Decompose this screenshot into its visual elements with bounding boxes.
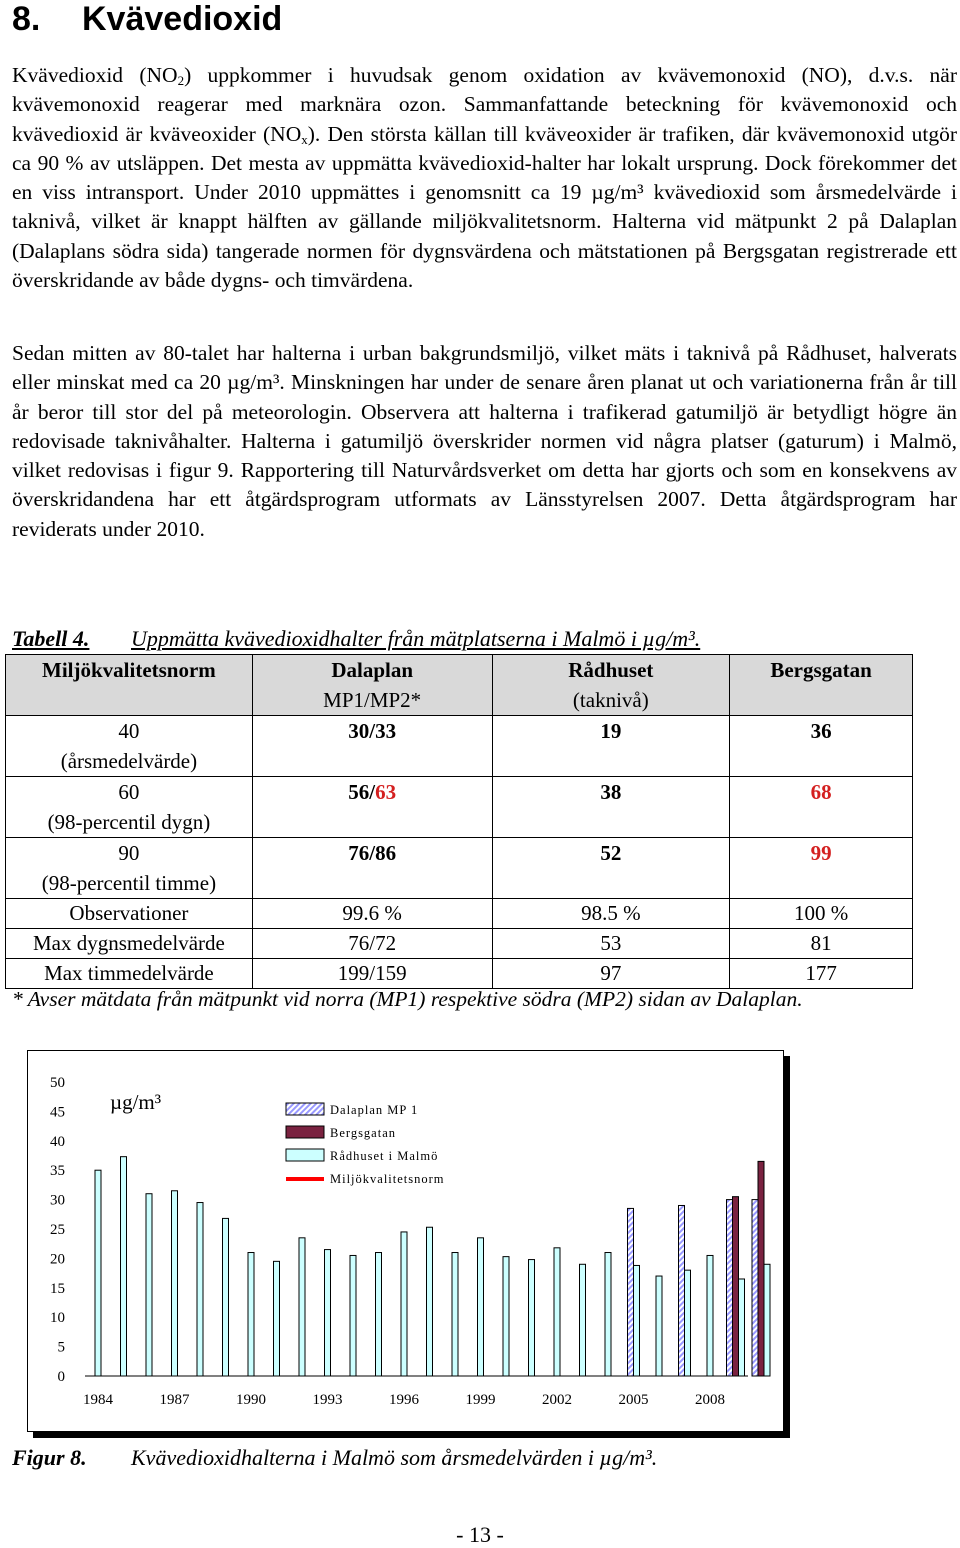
table-footnote: * Avser mätdata från mätpunkt vid norra (MP1) respektive södra (MP2) sidan av Dalaplan.	[12, 987, 803, 1011]
header-radhuset	[492, 655, 730, 716]
bar-r-dhuset-i-malm-	[350, 1255, 356, 1376]
legend-label: Dalaplan MP 1	[330, 1103, 419, 1117]
dalaplan-cell	[252, 777, 492, 838]
norm-cell	[6, 838, 253, 899]
dalaplan-cell: 99.6 %	[252, 899, 492, 929]
bar-r-dhuset-i-malm-	[121, 1157, 127, 1376]
table-header-row	[6, 655, 913, 716]
y-tick-label: 30	[50, 1192, 65, 1209]
norm-value: 60	[118, 780, 140, 804]
chart-frame	[27, 1050, 784, 1432]
bar-r-dhuset-i-malm-	[478, 1238, 484, 1376]
legend-swatch	[286, 1103, 324, 1115]
bar-r-dhuset-i-malm-	[529, 1260, 535, 1376]
x-tick-label: 1999	[465, 1392, 496, 1408]
figure-caption-text: Kvävedioxidhalterna i Malmö som årsmedelvärden i µg/m³.	[131, 1445, 658, 1470]
bar-dalaplan-mp-1	[752, 1200, 758, 1376]
y-tick-label: 15	[50, 1280, 65, 1297]
stat-label: Observationer	[6, 899, 253, 929]
section-title: Kvävedioxid	[82, 0, 283, 38]
y-tick-label: 50	[50, 1075, 65, 1091]
y-tick-label: 25	[50, 1222, 65, 1238]
measurement-table	[5, 654, 913, 989]
bar-r-dhuset-i-malm-	[299, 1238, 305, 1376]
page-number: - 13 -	[456, 1522, 504, 1547]
figure-caption-label: Figur 8.	[12, 1445, 87, 1470]
header-sublabel: MP1/MP2*	[323, 688, 422, 712]
bar-bergsgatan	[758, 1161, 764, 1376]
header-norm	[6, 655, 253, 716]
bar-r-dhuset-i-malm-	[223, 1218, 229, 1376]
header-label: Dalaplan	[331, 658, 414, 682]
bergsgatan-cell: 36	[730, 716, 913, 777]
bergsgatan-cell: 68	[730, 777, 913, 838]
bar-r-dhuset-i-malm-	[172, 1191, 178, 1376]
header-sublabel: (taknivå)	[572, 688, 649, 712]
paragraph-text: Kvävedioxid (NO	[12, 63, 178, 87]
header-label: Bergsgatan	[770, 658, 872, 682]
x-tick-label: 1996	[389, 1392, 419, 1408]
legend-label: Rådhuset i Malmö	[330, 1149, 439, 1163]
legend-swatch	[286, 1126, 324, 1138]
norm-value: 90	[118, 841, 140, 865]
dalaplan-cell	[252, 716, 492, 777]
paragraph-text: ). Den största källan till kväveoxider är trafiken, där kvävemonoxid utgör ca 90 % av utsläppen. Det mesta av uppmätta kvävedioxid-halter har lokalt ursprung. Dock förekommer det en viss intransport. Under 2010 uppmättes i genomsnitt ca 19 µg/m³ kvävedioxid som årsmedelvärde i taknivå, vilket är knappt hälften av gällande miljökvalitetsnorm. Halterna vid mätpunkt 2 på Dalaplan (Dalaplans södra sida) tangerade normen för dygnsvärdena och mätstationen på Bergsgatan registrerade ett överskridande av både dygns- och timvärdena.	[12, 121, 957, 293]
stat-label: Max dygnsmedelvärde	[6, 929, 253, 959]
table-caption-label: Tabell 4.	[12, 626, 90, 651]
y-tick-label: 35	[50, 1163, 65, 1180]
subscript: 2	[177, 73, 185, 88]
norm-period: (98-percentil dygn)	[47, 810, 211, 834]
y-tick-label: 5	[57, 1339, 65, 1356]
unit-label: µg/m³	[110, 1090, 162, 1114]
cell-value: 76/86	[348, 841, 397, 865]
table-row	[6, 716, 913, 777]
radhuset-cell: 52	[492, 838, 730, 899]
bar-dalaplan-mp-1	[628, 1208, 634, 1376]
radhuset-cell: 19	[492, 716, 730, 777]
bar-r-dhuset-i-malm-	[605, 1253, 611, 1376]
radhuset-cell: 98.5 %	[492, 899, 730, 929]
x-tick-label: 1987	[159, 1392, 190, 1408]
y-tick-label: 20	[50, 1251, 65, 1268]
legend-swatch	[286, 1149, 324, 1161]
paragraph-text: ) uppkommer i huvudsak genom oxidation av kvävemonoxid (NO), d.v.s. när kvävemonoxid reagerar med marknära ozon. Sammanfattande beteckning för kvävemonoxid och kvävedioxid är kväveoxider (NO	[12, 63, 957, 146]
bar-r-dhuset-i-malm-	[427, 1227, 433, 1376]
x-tick-label: 2005	[618, 1392, 649, 1408]
bar-r-dhuset-i-malm-	[146, 1194, 152, 1376]
x-tick-label: 1993	[312, 1392, 343, 1408]
table-row	[6, 899, 913, 929]
page-title	[12, 0, 282, 39]
dalaplan-cell: 76/72	[252, 929, 492, 959]
x-tick-label: 2008	[695, 1392, 725, 1408]
cell-value: 56/	[348, 780, 376, 804]
header-label: Miljökvalitetsnorm	[42, 658, 216, 682]
bar-r-dhuset-i-malm-	[248, 1253, 254, 1376]
bar-r-dhuset-i-malm-	[554, 1248, 560, 1376]
norm-period: (98-percentil timme)	[41, 871, 217, 895]
bar-r-dhuset-i-malm-	[452, 1253, 458, 1376]
bar-dalaplan-mp-1	[679, 1205, 685, 1376]
legend-label: Bergsgatan	[330, 1126, 397, 1140]
norm-value: 40	[118, 719, 140, 743]
radhuset-cell: 97	[492, 959, 730, 989]
table-row	[6, 838, 913, 899]
header-bergsgatan	[730, 655, 913, 716]
x-tick-label: 2002	[542, 1392, 572, 1408]
norm-cell	[6, 716, 253, 777]
bar-r-dhuset-i-malm-	[634, 1265, 640, 1376]
bar-r-dhuset-i-malm-	[764, 1264, 770, 1376]
paragraph-intro	[12, 61, 957, 295]
dalaplan-cell	[252, 838, 492, 899]
y-tick-label: 10	[50, 1310, 65, 1327]
bar-r-dhuset-i-malm-	[401, 1232, 407, 1376]
header-label: Rådhuset	[568, 658, 654, 682]
bar-r-dhuset-i-malm-	[95, 1170, 101, 1376]
table-caption-text: Uppmätta kvävedioxidhalter från mätplatserna i Malmö i µg/m³.	[131, 626, 701, 651]
bar-bergsgatan	[733, 1197, 739, 1376]
table-row	[6, 929, 913, 959]
table-row	[6, 777, 913, 838]
subscript: x	[301, 131, 308, 147]
bar-r-dhuset-i-malm-	[503, 1257, 509, 1376]
cell-value: 30/33	[348, 719, 397, 743]
bar-r-dhuset-i-malm-	[580, 1264, 586, 1376]
radhuset-cell: 38	[492, 777, 730, 838]
bar-r-dhuset-i-malm-	[197, 1203, 203, 1376]
bergsgatan-cell: 81	[730, 929, 913, 959]
x-tick-label: 1990	[236, 1392, 266, 1408]
dalaplan-cell: 199/159	[252, 959, 492, 989]
no2-chart	[28, 1051, 783, 1431]
norm-period: (årsmedelvärde)	[60, 749, 198, 773]
header-dalaplan	[252, 655, 492, 716]
y-tick-label: 40	[50, 1133, 65, 1150]
section-number: 8.	[12, 0, 41, 38]
bar-r-dhuset-i-malm-	[274, 1261, 280, 1376]
bar-r-dhuset-i-malm-	[376, 1253, 382, 1376]
norm-cell	[6, 777, 253, 838]
bar-dalaplan-mp-1	[727, 1200, 733, 1376]
y-tick-label: 45	[50, 1104, 65, 1121]
paragraph-trend: Sedan mitten av 80-talet har halterna i urban bakgrundsmiljö, vilket mäts i taknivå på Rådhuset, halverats eller minskat med ca 20 µg/m³. Minskningen har under de senare åren planat ut och variationerna från år till år beror till stor del på meteorologin. Observera att halterna i trafikerad gatumiljö är betydligt högre än redovisade taknivåhalter. Halterna i gatumiljö överskrider normen vid några platser (gaturum) i Malmö, vilket redovisas i figur 9. Rapportering till Naturvårdsverket om detta har gjorts och som en konsekvens av överskridandena har ett åtgärdsprogram utformats av Länsstyrelsen 2007. Detta åtgärdsprogram har reviderats under 2010.	[12, 341, 957, 541]
figure-caption	[12, 1445, 657, 1471]
bar-r-dhuset-i-malm-	[707, 1255, 713, 1376]
legend-label: Miljökvalitetsnorm	[330, 1172, 445, 1186]
x-tick-label: 1984	[83, 1392, 113, 1408]
bar-r-dhuset-i-malm-	[685, 1270, 691, 1376]
bar-r-dhuset-i-malm-	[325, 1250, 331, 1376]
bergsgatan-cell: 99	[730, 838, 913, 899]
bar-r-dhuset-i-malm-	[656, 1276, 662, 1376]
bar-r-dhuset-i-malm-	[739, 1279, 745, 1376]
radhuset-cell: 53	[492, 929, 730, 959]
cell-value-exceed: 63	[375, 780, 397, 804]
table-row	[6, 959, 913, 989]
bergsgatan-cell: 100 %	[730, 899, 913, 929]
y-tick-label: 0	[57, 1369, 65, 1385]
bergsgatan-cell: 177	[730, 959, 913, 989]
table-caption	[12, 626, 700, 652]
stat-label: Max timmedelvärde	[6, 959, 253, 989]
